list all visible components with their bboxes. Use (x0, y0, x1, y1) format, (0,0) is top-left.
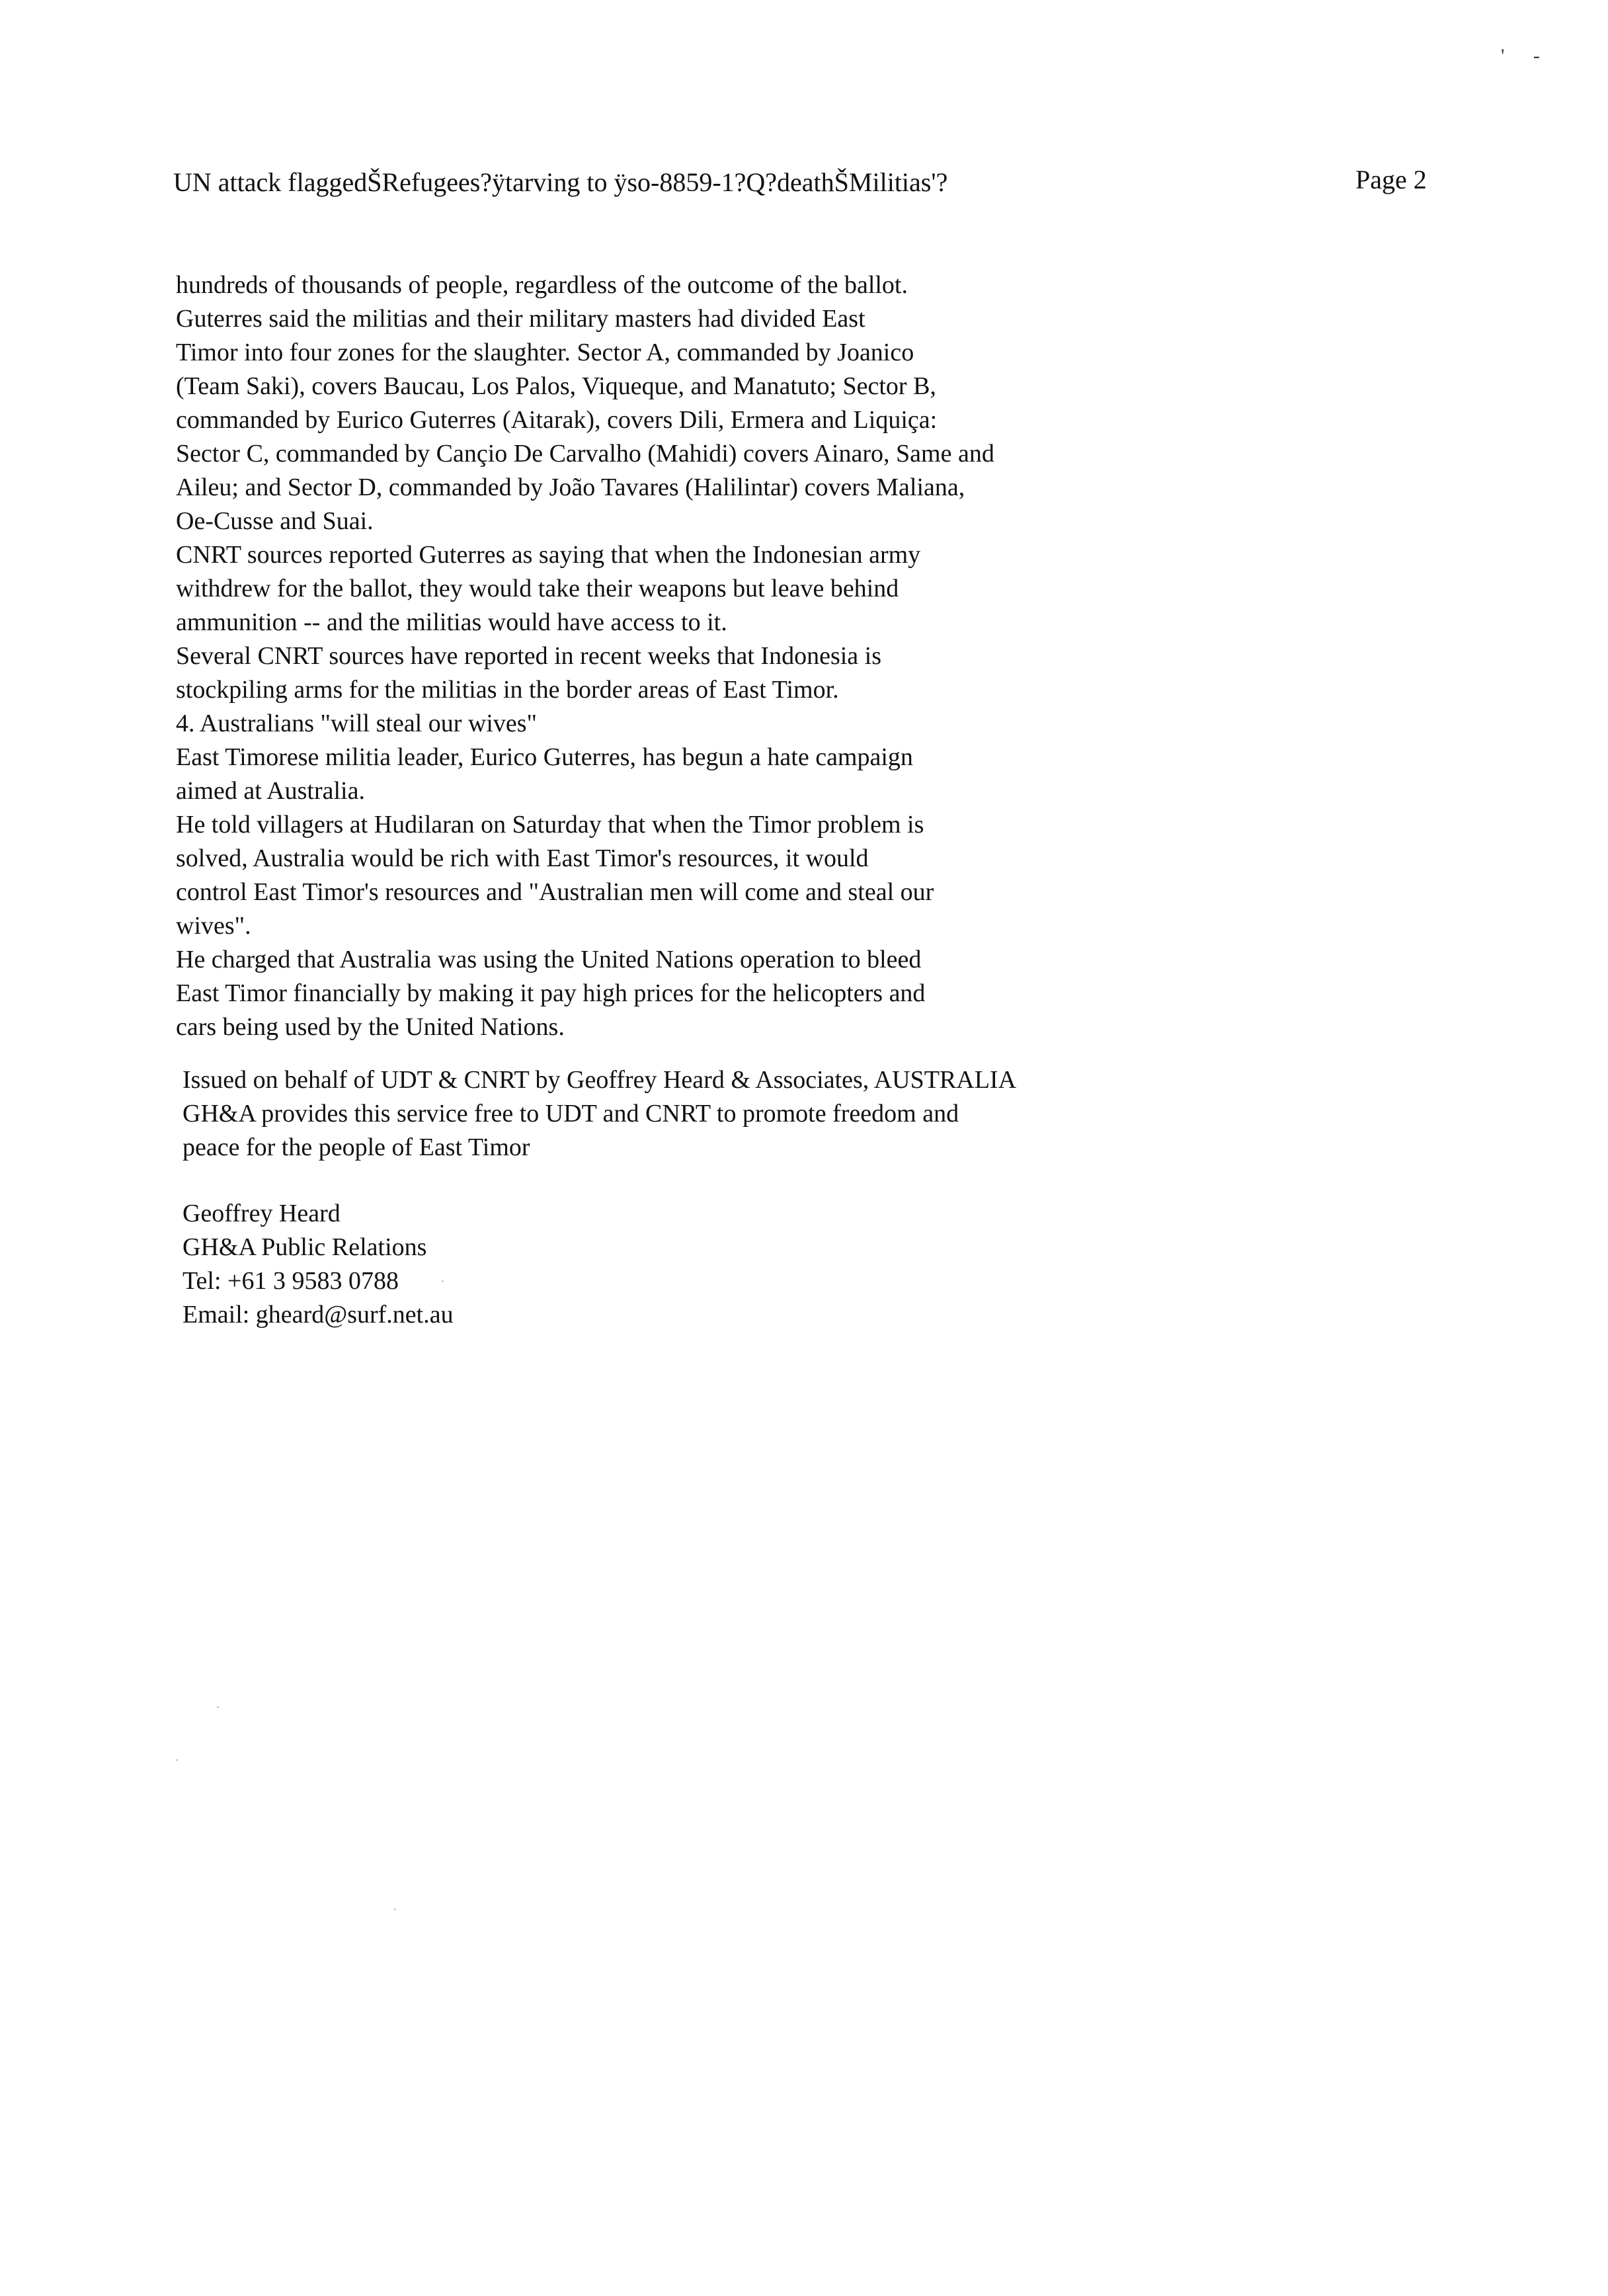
contact-email: Email: gheard@surf.net.au (182, 1301, 454, 1329)
body-line: commanded by Eurico Guterres (Aitarak), covers Dili, Ermera and Liquiça: (176, 406, 938, 434)
body-line: He charged that Australia was using the United Nations operation to bleed (176, 946, 922, 973)
body-line: Oe-Cusse and Suai. (176, 507, 374, 535)
body-line: cars being used by the United Nations. (176, 1013, 565, 1041)
corner-marks: ' - (1501, 45, 1552, 67)
body-line: East Timor financially by making it pay high prices for the helicopters and (176, 979, 926, 1007)
scan-speck (442, 1280, 444, 1282)
article-body (176, 268, 1168, 1044)
scan-speck (394, 1908, 396, 1910)
body-line: He told villagers at Hudilaran on Saturday that when the Timor problem is (176, 811, 924, 839)
issued-line: Issued on behalf of UDT & CNRT by Geoffrey Heard & Associates, AUSTRALIA (182, 1066, 1017, 1094)
body-line: Several CNRT sources have reported in recent weeks that Indonesia is (176, 642, 882, 670)
body-line: Guterres said the militias and their military masters had divided East (176, 305, 865, 333)
body-line: withdrew for the ballot, they would take their weapons but leave behind (176, 575, 899, 602)
page-header-title: UN attack flaggedŠRefugees?ÿtarving to ÿso-8859-1?Q?deathŠMilitias'? (173, 167, 948, 197)
section-heading: 4. Australians "will steal our wives" (176, 710, 538, 737)
issued-line: peace for the people of East Timor (182, 1133, 530, 1161)
scan-speck (217, 1706, 219, 1708)
body-line: Aileu; and Sector D, commanded by João Tavares (Halilintar) covers Maliana, (176, 473, 965, 501)
body-line: stockpiling arms for the militias in the border areas of East Timor. (176, 676, 839, 704)
contact-name: Geoffrey Heard (182, 1200, 341, 1227)
body-line: aimed at Australia. (176, 777, 365, 805)
body-line: control East Timor's resources and "Australian men will come and steal our (176, 878, 934, 906)
contact-block (182, 1197, 1240, 1332)
body-line: Sector C, commanded by Cançio De Carvalho (Mahidi) covers Ainaro, Same and (176, 440, 994, 468)
issued-by-block (182, 1063, 1240, 1165)
body-line: wives". (176, 912, 251, 940)
contact-company: GH&A Public Relations (182, 1233, 427, 1261)
body-line: solved, Australia would be rich with East Timor's resources, it would (176, 844, 869, 872)
page-number: Page 2 (1355, 165, 1427, 194)
body-line: CNRT sources reported Guterres as saying that when the Indonesian army (176, 541, 921, 569)
body-line: hundreds of thousands of people, regardless of the outcome of the ballot. (176, 271, 908, 299)
issued-line: GH&A provides this service free to UDT and CNRT to promote freedom and (182, 1100, 959, 1128)
body-line: ammunition -- and the militias would have access to it. (176, 608, 727, 636)
contact-phone: Tel: +61 3 9583 0788 (182, 1267, 399, 1295)
body-line: East Timorese militia leader, Eurico Guterres, has begun a hate campaign (176, 743, 913, 771)
body-line: Timor into four zones for the slaughter. Sector A, commanded by Joanico (176, 339, 914, 366)
scan-speck (176, 1759, 178, 1761)
body-line: (Team Saki), covers Baucau, Los Palos, Viqueque, and Manatuto; Sector B, (176, 372, 936, 400)
